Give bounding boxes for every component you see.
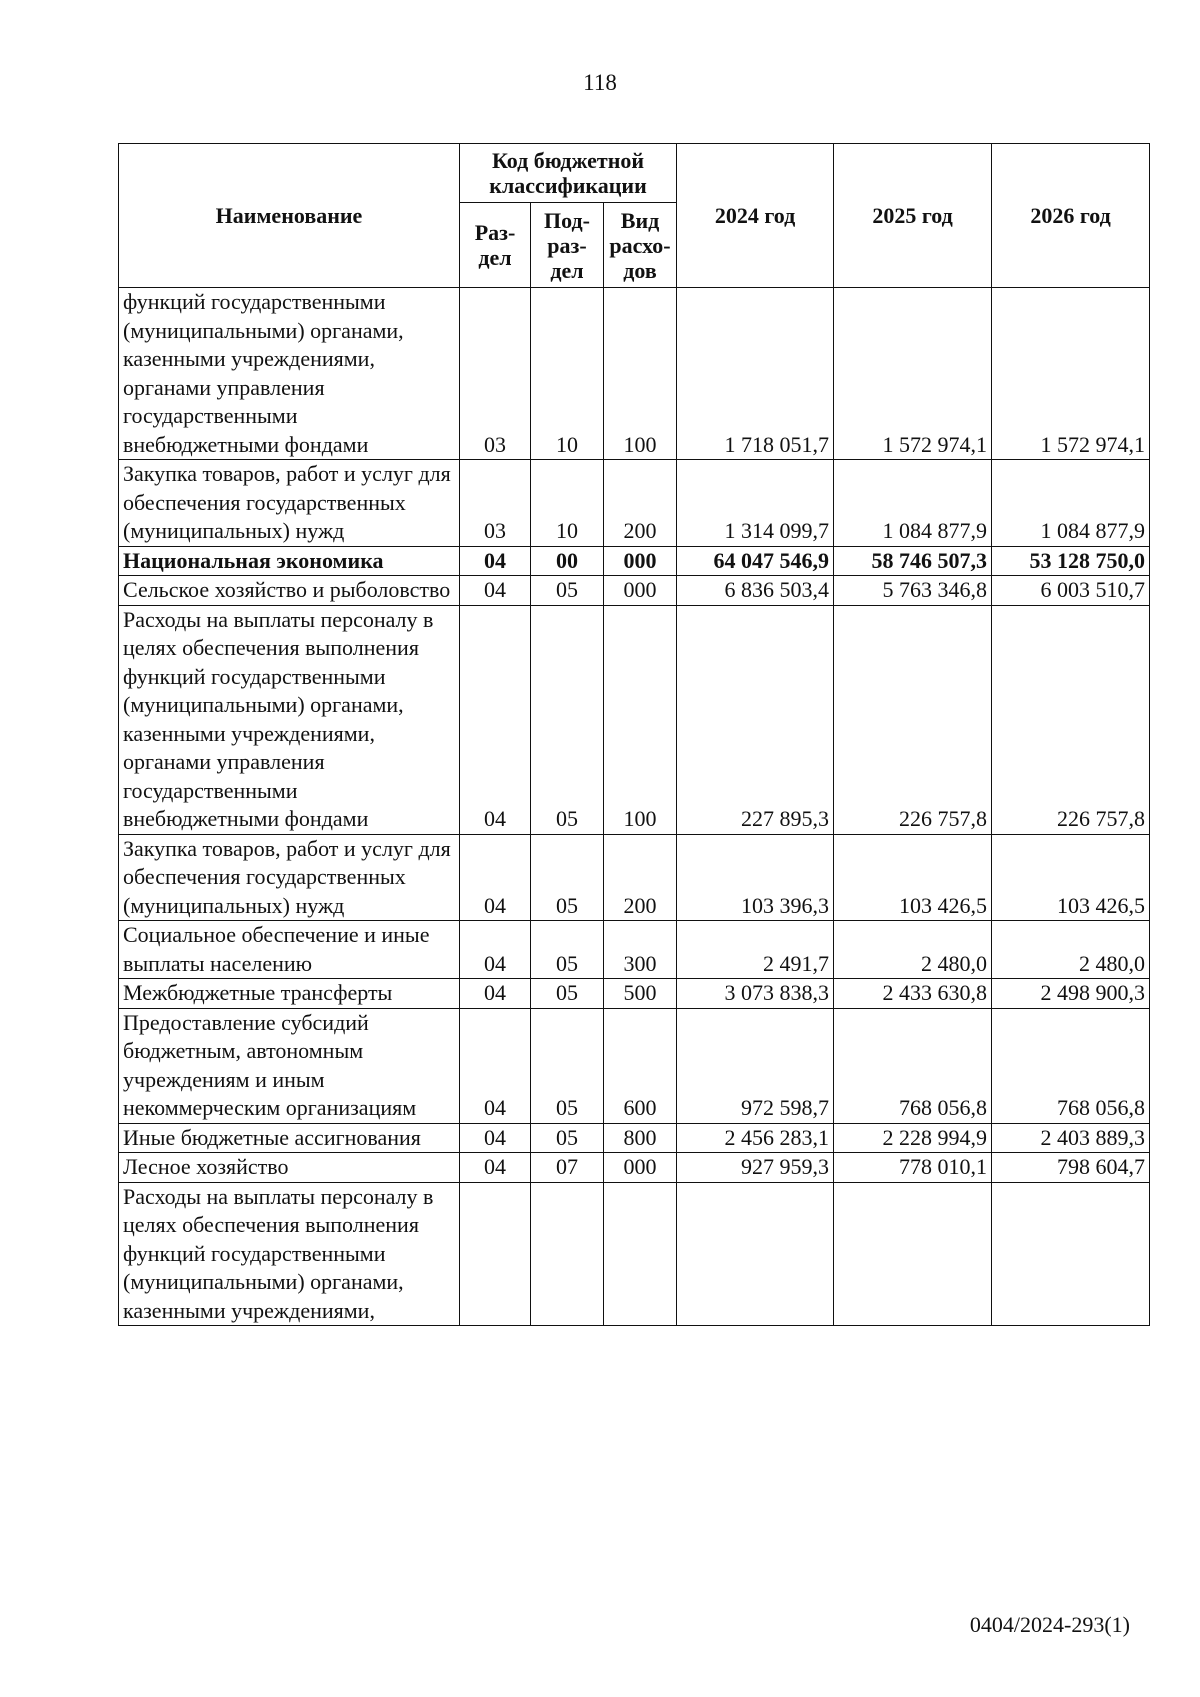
row-podrazdel: 05 [531,576,604,606]
header-razdel: Раз-дел [460,203,531,288]
row-vid-rashodov: 800 [604,1123,677,1153]
row-value-2025: 2 480,0 [834,921,992,979]
row-podrazdel [531,1182,604,1326]
row-razdel: 04 [460,1123,531,1153]
row-name: Закупка товаров, работ и услуг для обеспечения государственных (муниципальных) нужд [119,834,460,921]
row-razdel: 03 [460,460,531,547]
row-vid-rashodov: 100 [604,288,677,460]
row-value-2024: 2 491,7 [677,921,834,979]
row-value-2026: 2 498 900,3 [992,979,1150,1009]
row-podrazdel: 00 [531,546,604,576]
row-value-2024: 2 456 283,1 [677,1123,834,1153]
row-vid-rashodov: 500 [604,979,677,1009]
row-value-2024: 6 836 503,4 [677,576,834,606]
row-razdel: 03 [460,288,531,460]
row-vid-rashodov: 300 [604,921,677,979]
row-podrazdel: 05 [531,921,604,979]
row-vid-rashodov: 000 [604,546,677,576]
row-vid-rashodov: 600 [604,1008,677,1123]
row-podrazdel: 05 [531,605,604,834]
row-name: Закупка товаров, работ и услуг для обеспечения государственных (муниципальных) нужд [119,460,460,547]
table-row [119,1153,1150,1183]
table-row [119,1123,1150,1153]
table-row [119,546,1150,576]
header-name: Наименование [119,144,460,288]
row-value-2025: 1 084 877,9 [834,460,992,547]
table-row [119,605,1150,834]
row-name: Иные бюджетные ассигнования [119,1123,460,1153]
row-name: Предоставление субсидий бюджетным, автономным учреждениям и иным некоммерческим организациям [119,1008,460,1123]
table-row [119,576,1150,606]
row-name: Расходы на выплаты персоналу в целях обеспечения выполнения функций государственными (муниципальными) органами, казенными учреждениями, [119,1182,460,1326]
row-podrazdel: 10 [531,460,604,547]
table-row [119,1182,1150,1326]
row-value-2024: 1 718 051,7 [677,288,834,460]
row-vid-rashodov [604,1182,677,1326]
budget-table [118,143,1150,1326]
row-value-2026: 53 128 750,0 [992,546,1150,576]
table-row [119,1008,1150,1123]
row-value-2025: 778 010,1 [834,1153,992,1183]
header-2025: 2025 год [834,144,992,288]
row-podrazdel: 05 [531,1123,604,1153]
row-podrazdel: 05 [531,834,604,921]
row-value-2026: 768 056,8 [992,1008,1150,1123]
row-razdel: 04 [460,834,531,921]
row-razdel: 04 [460,576,531,606]
row-value-2026: 2 480,0 [992,921,1150,979]
row-razdel: 04 [460,1008,531,1123]
table-row [119,460,1150,547]
row-value-2024 [677,1182,834,1326]
row-name: Межбюджетные трансферты [119,979,460,1009]
row-name: Лесное хозяйство [119,1153,460,1183]
row-vid-rashodov: 200 [604,460,677,547]
row-value-2025: 768 056,8 [834,1008,992,1123]
header-podrazdel: Под-раз-дел [531,203,604,288]
row-value-2026: 798 604,7 [992,1153,1150,1183]
row-razdel: 04 [460,1153,531,1183]
row-value-2024: 227 895,3 [677,605,834,834]
row-value-2026 [992,1182,1150,1326]
row-vid-rashodov: 100 [604,605,677,834]
row-value-2024: 103 396,3 [677,834,834,921]
header-2026: 2026 год [992,144,1150,288]
table-body [119,288,1150,1326]
table-row [119,288,1150,460]
header-code-group: Код бюджетной классификации [460,144,677,203]
row-value-2025: 1 572 974,1 [834,288,992,460]
row-razdel: 04 [460,921,531,979]
row-value-2025 [834,1182,992,1326]
row-value-2024: 927 959,3 [677,1153,834,1183]
row-name: Социальное обеспечение и иные выплаты населению [119,921,460,979]
row-podrazdel: 05 [531,979,604,1009]
row-podrazdel: 05 [531,1008,604,1123]
row-value-2025: 5 763 346,8 [834,576,992,606]
table-row [119,834,1150,921]
row-value-2026: 2 403 889,3 [992,1123,1150,1153]
row-vid-rashodov: 200 [604,834,677,921]
row-value-2026: 6 003 510,7 [992,576,1150,606]
row-name: функций государственными (муниципальными) органами, казенными учреждениями, органами управления государственными внебюджетными фондами [119,288,460,460]
row-vid-rashodov: 000 [604,1153,677,1183]
row-razdel: 04 [460,605,531,834]
row-value-2024: 3 073 838,3 [677,979,834,1009]
row-value-2025: 58 746 507,3 [834,546,992,576]
row-value-2024: 1 314 099,7 [677,460,834,547]
table-row [119,979,1150,1009]
row-value-2025: 103 426,5 [834,834,992,921]
row-value-2024: 64 047 546,9 [677,546,834,576]
row-value-2026: 103 426,5 [992,834,1150,921]
row-value-2025: 2 433 630,8 [834,979,992,1009]
row-value-2024: 972 598,7 [677,1008,834,1123]
row-name: Расходы на выплаты персоналу в целях обеспечения выполнения функций государственными (муниципальными) органами, казенными учреждениями, органами управления государственными внебюджетными фондами [119,605,460,834]
row-value-2026: 1 084 877,9 [992,460,1150,547]
document-code: 0404/2024-293(1) [969,1612,1130,1637]
row-value-2026: 226 757,8 [992,605,1150,834]
row-podrazdel: 10 [531,288,604,460]
table-row [119,921,1150,979]
row-value-2025: 2 228 994,9 [834,1123,992,1153]
header-2024: 2024 год [677,144,834,288]
row-razdel: 04 [460,979,531,1009]
row-name: Национальная экономика [119,546,460,576]
page-number: 118 [583,70,617,95]
row-name: Сельское хозяйство и рыболовство [119,576,460,606]
header-vid-rashodov: Вид расхо-дов [604,203,677,288]
row-value-2025: 226 757,8 [834,605,992,834]
row-razdel [460,1182,531,1326]
row-value-2026: 1 572 974,1 [992,288,1150,460]
row-razdel: 04 [460,546,531,576]
row-podrazdel: 07 [531,1153,604,1183]
row-vid-rashodov: 000 [604,576,677,606]
